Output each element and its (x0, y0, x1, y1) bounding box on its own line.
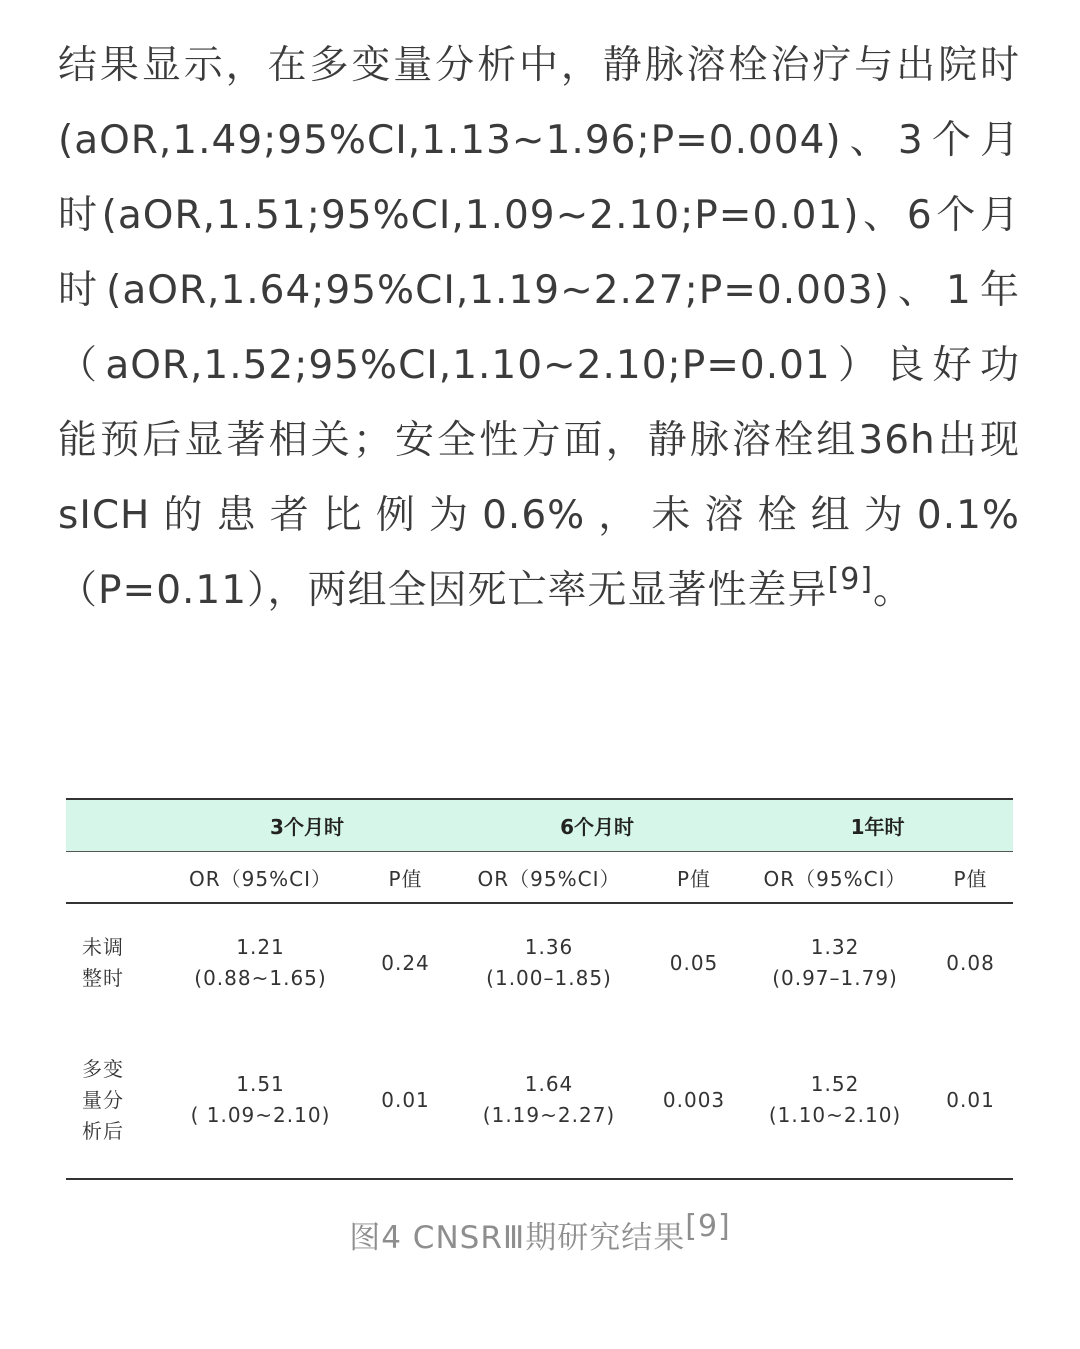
p-value-cell: 0.24 (381, 950, 430, 975)
row-label-line: 析后 (82, 1118, 124, 1143)
or-value: 1.32 (810, 935, 860, 959)
subheader-empty-cell (66, 852, 162, 904)
or-value: 1.51 (236, 1072, 285, 1096)
group-header-6-months: 6个月时 (452, 799, 742, 852)
results-table-container (66, 798, 1013, 1180)
ci-value: (0.88~1.65) (194, 966, 327, 990)
p-value-cell: 0.08 (946, 950, 995, 975)
or-ci-cell (162, 1022, 359, 1179)
table-row-unadjusted (66, 903, 1013, 1022)
table-subheader-row (66, 852, 1013, 904)
article-paragraph (58, 28, 1020, 628)
subheader-p-value: P值 (359, 852, 452, 904)
row-label-line: 未调 (82, 935, 124, 959)
or-value: 1.36 (524, 935, 574, 959)
figure-caption (0, 1209, 1080, 1257)
caption-reference: [9] (685, 1209, 731, 1244)
row-label-multivariable (66, 1022, 162, 1179)
ci-value: (1.10~2.10) (768, 1103, 902, 1127)
or-ci-cell (742, 1022, 928, 1179)
ci-value: (0.97–1.79) (772, 966, 898, 990)
or-ci-cell (452, 903, 646, 1022)
subheader-or-ci: OR（95%CI） (742, 852, 928, 904)
subheader-or-ci: OR（95%CI） (162, 852, 359, 904)
or-value: 1.52 (810, 1072, 860, 1096)
article-end-mark: 。 (873, 568, 914, 613)
or-ci-cell (162, 903, 359, 1022)
row-label-line: 量分 (82, 1087, 124, 1112)
or-value: 1.64 (524, 1072, 574, 1096)
caption-text: 图4 CNSRⅢ期研究结果 (349, 1220, 686, 1256)
p-value-cell: 0.003 (646, 1022, 742, 1179)
subheader-or-ci: OR（95%CI） (452, 852, 646, 904)
subheader-p-value: P值 (646, 852, 742, 904)
p-value-cell: 0.05 (669, 950, 719, 975)
or-ci-cell (452, 1022, 646, 1179)
article-reference: [9] (827, 562, 874, 597)
results-table (66, 798, 1013, 1180)
group-header-1-year: 1年时 (742, 799, 1013, 852)
table-corner-cell (66, 799, 162, 852)
or-ci-cell (742, 903, 928, 1022)
table-group-header-row (66, 799, 1013, 852)
p-value-cell: 0.01 (359, 1022, 452, 1179)
ci-value: (1.19~2.27) (482, 1103, 616, 1127)
row-label-line: 多变 (82, 1056, 124, 1081)
article-text: 结果显示，在多变量分析中，静脉溶栓治疗与出院时(aOR,1.49;95%CI,1.13~1.96;P=0.004)、3个月时(aOR,1.51;95%CI,1.09~2.10;P=0.01)、6个月时(aOR,1.64;95%CI,1.19~2.27;P=0.003)、1年（aOR,1.52;95%CI,1.10~2.10;P=0.01）良好功能预后显著相关；安全性方面，静脉溶栓组36h出现sICH的患者比例为0.6%，未溶栓组为0.1%（P=0.11），两组全因死亡率无显著性差异 (58, 43, 1020, 613)
ci-value: (1.00–1.85) (486, 966, 612, 990)
group-header-3-months: 3个月时 (162, 799, 452, 852)
p-value-cell: 0.01 (928, 1022, 1013, 1179)
table-row-multivariable (66, 1022, 1013, 1179)
subheader-p-value: P值 (928, 852, 1013, 904)
ci-value: ( 1.09~2.10) (190, 1103, 331, 1127)
row-label-line: 整时 (82, 966, 124, 990)
row-label-unadjusted (66, 903, 162, 1022)
or-value: 1.21 (236, 935, 285, 959)
